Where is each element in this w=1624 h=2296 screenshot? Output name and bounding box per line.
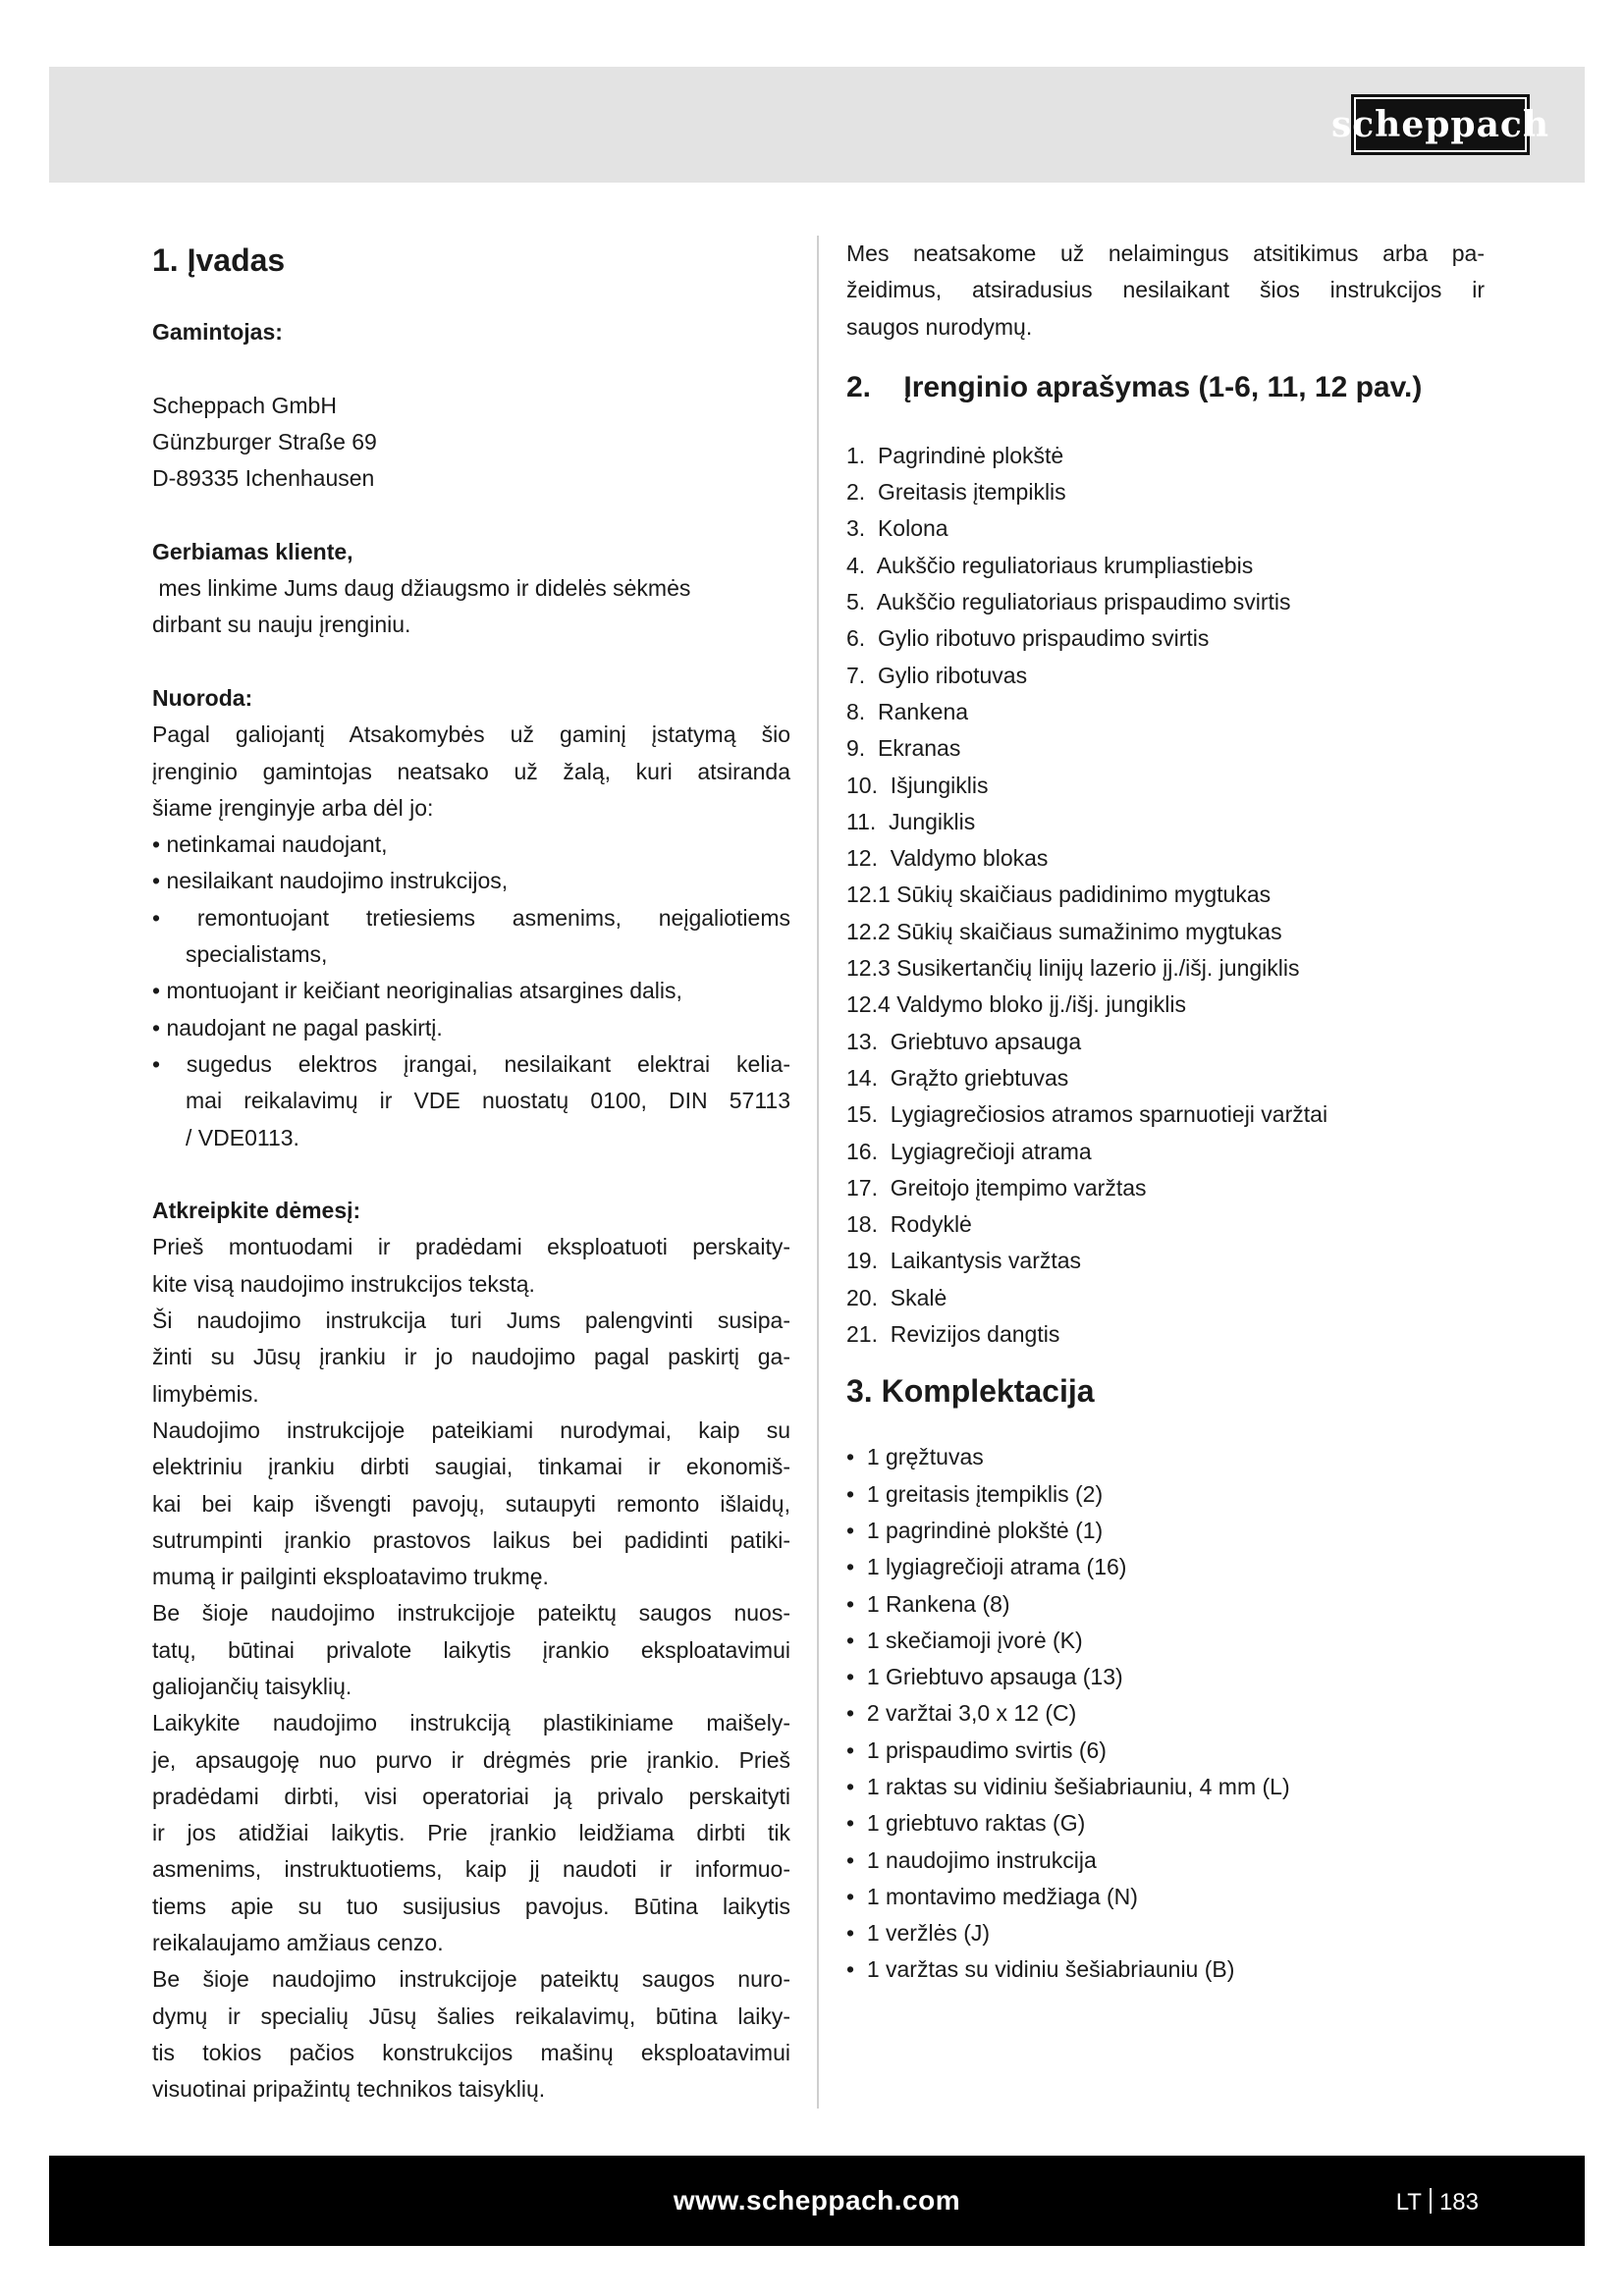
attention-text: tiems apie su tuo susijusius pavojus. Būtina laikytis (152, 1893, 790, 1919)
parts-list-item: 17. Greitojo įtempimo varžtas (846, 1174, 1147, 1201)
parts-list-item: 6. Gylio ribotuvo prispaudimo svirtis (846, 625, 1210, 652)
parts-list-item: 10. Išjungiklis (846, 772, 989, 798)
intro-text: Mes neatsakome už nelaimingus atsitikimus arba pa- (846, 240, 1485, 266)
address-line: Günzburger Straße 69 (152, 428, 377, 454)
parts-list-item: 5. Aukščio reguliatoriaus prispaudimo svirtis (846, 589, 1291, 615)
right-column (846, 236, 1485, 1989)
attention-title: Atkreipkite dėmesį: (152, 1198, 361, 1224)
note-text: šiame įrenginyje arba dėl jo: (152, 794, 434, 821)
attention-text: Be šioje naudojimo instrukcijoje pateiktų saugos nuos- (152, 1600, 790, 1627)
website-url[interactable]: www.scheppach.com (673, 2185, 961, 2216)
address-line: D-89335 Ichenhausen (152, 465, 375, 492)
attention-text: Prieš montuodami ir pradėdami eksploatuoti perskaity- (152, 1234, 790, 1260)
footer-bar (49, 2156, 1585, 2246)
parts-list-item: 1. Pagrindinė plokštė (846, 442, 1064, 468)
attention-text: je, apsaugoję nuo purvo ir drėgmės prie įrankio. Prieš (152, 1746, 790, 1773)
manufacturer-label: Gamintojas: (152, 319, 283, 345)
customer-text: mes linkime Jums daug džiaugsmo ir didelės sėkmės (152, 575, 691, 602)
attention-text: limybėmis. (152, 1380, 259, 1407)
attention-text: ir jos atidžiai laikytis. Prie įrankio leidžiama dirbti tik (152, 1820, 790, 1846)
kit-list-item: • 1 varžtas su vidiniu šešiabriauniu (B) (846, 1956, 1235, 1983)
attention-text: tatų, būtinai privalote laikytis įrankio eksploatavimui (152, 1636, 790, 1663)
note-bullet-cont: specialistams, (186, 941, 328, 968)
kit-list (846, 1439, 1485, 1988)
header-bar (49, 67, 1585, 183)
customer-text: dirbant su nauju įrenginiu. (152, 612, 411, 638)
note-text: įrenginio gamintojas neatsako už žalą, kuri atsiranda (152, 758, 790, 784)
kit-list-item: • 1 lygiagrečioji atrama (16) (846, 1554, 1127, 1580)
note-bullet: • montuojant ir keičiant neoriginalias atsargines dalis, (152, 978, 682, 1004)
attention-text: tis tokios pačios konstrukcijos mašinų eksploatavimui (152, 2039, 790, 2065)
attention-text: dymų ir specialių Jūsų šalies reikalavimų, būtina laiky- (152, 2002, 790, 2029)
parts-list-item: 12.4 Valdymo bloko įj./išj. jungiklis (846, 991, 1187, 1018)
parts-list-item: 21. Revizijos dangtis (846, 1321, 1060, 1348)
left-column (152, 236, 790, 2109)
note-title: Nuoroda: (152, 684, 253, 711)
note-bullet: • netinkamai naudojant, (152, 831, 388, 858)
attention-text: pradėdami dirbti, visi operatoriai ją privalo perskaityti (152, 1783, 790, 1809)
parts-list-item: 12.3 Susikertančių linijų lazerio įj./išj. jungiklis (846, 955, 1300, 982)
parts-list-item: 19. Laikantysis varžtas (846, 1248, 1082, 1274)
attention-text: galiojančių taisyklių. (152, 1673, 352, 1699)
parts-list-item: 15. Lygiagrečiosios atramos sparnuotieji varžtai (846, 1101, 1328, 1128)
attention-text: kite visą naudojimo instrukcijos tekstą. (152, 1270, 535, 1297)
kit-list-item: • 1 Griebtuvo apsauga (13) (846, 1664, 1123, 1690)
page-number: 183 (1438, 2189, 1479, 2216)
parts-list-item: 7. Gylio ribotuvas (846, 662, 1028, 688)
parts-list-item: 11. Jungiklis (846, 808, 976, 834)
intro-text: saugos nurodymų. (846, 313, 1033, 340)
attention-text: Ši naudojimo instrukcija turi Jums palengvinti susipa- (152, 1308, 790, 1334)
section-3-title: 3. Komplektacija (846, 1373, 1095, 1410)
parts-list-item: 12.2 Sūkių skaičiaus sumažinimo mygtukas (846, 918, 1282, 944)
kit-list-item: • 1 prispaudimo svirtis (6) (846, 1736, 1107, 1763)
kit-list-item: • 2 varžtai 3,0 x 12 (C) (846, 1700, 1077, 1727)
attention-text: Laikykite naudojimo instrukciją plastikiniame maišely- (152, 1710, 790, 1736)
note-bullet-cont: / VDE0113. (186, 1124, 299, 1150)
parts-list-item: 18. Rodyklė (846, 1211, 972, 1238)
kit-list-item: • 1 skečiamoji įvorė (K) (846, 1627, 1083, 1653)
attention-text: Be šioje naudojimo instrukcijoje pateiktų saugos nuro- (152, 1966, 790, 1993)
section-2-title: 2. Įrenginio aprašymas (1-6, 11, 12 pav.) (846, 370, 1423, 403)
column-divider (817, 236, 819, 2109)
attention-text: reikalaujamo amžiaus cenzo. (152, 1930, 444, 1956)
attention-text: Naudojimo instrukcijoje pateikiami nurodymai, kaip su (152, 1416, 790, 1443)
kit-list-item: • 1 gręžtuvas (846, 1444, 984, 1470)
customer-title: Gerbiamas kliente, (152, 538, 353, 564)
note-bullet: • nesilaikant naudojimo instrukcijos, (152, 868, 509, 894)
attention-text: kai bei kaip išvengti pavojų, sutaupyti remonto išlaidų, (152, 1490, 790, 1517)
parts-list-item: 16. Lygiagrečioji atrama (846, 1138, 1092, 1164)
kit-list-item: • 1 montavimo medžiaga (N) (846, 1883, 1138, 1909)
intro-text: žeidimus, atsiradusius nesilaikant šios instrukcijos ir (846, 277, 1485, 303)
scheppach-logo: scheppach (1351, 94, 1530, 155)
parts-list-item: 2. Greitasis įtempiklis (846, 479, 1066, 506)
parts-list-item: 14. Grąžto griebtuvas (846, 1064, 1069, 1091)
note-bullet: • remontuojant tretiesiems asmenims, neįgaliotiems (152, 904, 790, 931)
parts-list-item: 12. Valdymo blokas (846, 845, 1049, 872)
attention-text: žinti su Jūsų įrankiu ir jo naudojimo pagal paskirtį ga- (152, 1344, 790, 1370)
note-bullet: • naudojant ne pagal paskirtį. (152, 1014, 443, 1041)
parts-list-item: 20. Skalė (846, 1284, 947, 1310)
attention-text: visuotinai pripažintų technikos taisyklių. (152, 2076, 546, 2103)
kit-list-item: • 1 veržlės (J) (846, 1920, 991, 1947)
parts-list-item: 13. Griebtuvo apsauga (846, 1028, 1082, 1054)
kit-list-item: • 1 Rankena (8) (846, 1590, 1010, 1617)
kit-list-item: • 1 greitasis įtempiklis (2) (846, 1480, 1104, 1507)
kit-list-item: • 1 griebtuvo raktas (G) (846, 1810, 1086, 1837)
section-1-title: 1. Įvadas (152, 242, 286, 278)
kit-list-item: • 1 naudojimo instrukcija (846, 1846, 1097, 1873)
attention-text: sutrumpinti įrankio prastovos laikus bei padidinti patiki- (152, 1526, 790, 1553)
parts-list-item: 8. Rankena (846, 698, 969, 724)
kit-list-item: • 1 raktas su vidiniu šešiabriauniu, 4 mm (L) (846, 1773, 1290, 1799)
note-bullet: • sugedus elektros įrangai, nesilaikant elektrai kelia- (152, 1050, 790, 1077)
separator (1430, 2188, 1432, 2214)
note-text: Pagal galiojantį Atsakomybės už gaminį įstatymą šio (152, 721, 790, 748)
language-code: LT (1395, 2189, 1422, 2216)
attention-text: asmenims, instruktuotiems, kaip jį naudoti ir informuo- (152, 1856, 790, 1883)
parts-list-item: 9. Ekranas (846, 735, 961, 762)
page-indicator (1396, 2188, 1479, 2216)
note-bullet-cont: mai reikalavimų ir VDE nuostatų 0100, DIN 57113 (186, 1088, 790, 1114)
parts-list-item: 12.1 Sūkių skaičiaus padidinimo mygtukas (846, 881, 1272, 908)
attention-text: mumą ir pailginti eksploatavimo trukmę. (152, 1564, 549, 1590)
parts-list-item: 3. Kolona (846, 515, 948, 542)
attention-text: elektriniu įrankiu dirbti saugiai, tinkamai ir ekonomiš- (152, 1454, 790, 1480)
parts-list (846, 438, 1485, 1353)
parts-list-item: 4. Aukščio reguliatoriaus krumpliastiebis (846, 552, 1254, 578)
address-line: Scheppach GmbH (152, 392, 337, 418)
kit-list-item: • 1 pagrindinė plokštė (1) (846, 1517, 1104, 1543)
